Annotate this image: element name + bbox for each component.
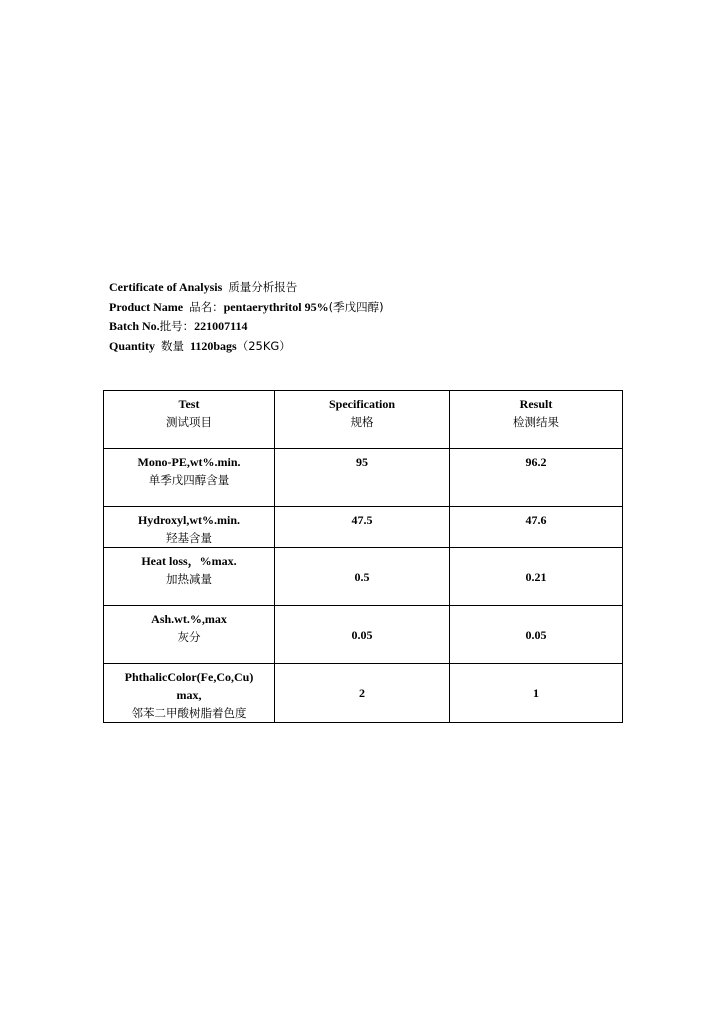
spec-cell [275, 548, 450, 606]
column-header-test [104, 391, 275, 449]
table-row [104, 606, 623, 664]
test-cell [104, 449, 275, 507]
quantity-value: 1120bags [190, 338, 237, 353]
test-name-zh: 邻苯二甲酸树脂着色度 [131, 706, 247, 720]
document-header [109, 278, 629, 356]
certificate-title-en: Certificate of Analysis [109, 280, 223, 294]
result-cell [450, 449, 623, 507]
test-name-en-line2: max, [176, 688, 202, 702]
spec-value: 0.5 [354, 569, 370, 584]
certificate-title-line [109, 278, 629, 298]
quantity-unit: （25KG） [236, 338, 291, 353]
spec-cell [275, 449, 450, 507]
spec-value: 95 [356, 455, 368, 469]
column-header-specification-zh: 规格 [350, 415, 374, 429]
result-cell [450, 548, 623, 606]
quantity-line [109, 337, 629, 357]
test-name-en-line1: PhthalicColor(Fe,Co,Cu) [124, 670, 254, 684]
result-value: 47.6 [525, 513, 547, 527]
column-header-result [450, 391, 623, 449]
analysis-table [103, 390, 623, 723]
result-cell [450, 507, 623, 548]
result-value: 1 [533, 686, 539, 700]
test-name-en: Mono-PE,wt%.min. [137, 455, 241, 469]
spec-cell [275, 606, 450, 664]
test-name-en: Heat loss，%max. [141, 554, 237, 568]
column-header-specification-en: Specification [329, 397, 395, 411]
column-header-result-zh: 检测结果 [513, 415, 559, 429]
table-row [104, 449, 623, 507]
test-cell [104, 664, 275, 723]
table-header-row [104, 391, 623, 449]
result-value: 0.21 [525, 569, 547, 584]
test-name-zh: 单季戊四醇含量 [148, 473, 230, 487]
batch-line [109, 317, 629, 337]
test-name-en: Ash.wt.%,max [151, 612, 227, 626]
column-header-test-en: Test [178, 397, 200, 411]
column-header-test-zh: 测试项目 [166, 415, 212, 429]
result-cell [450, 606, 623, 664]
result-value: 0.05 [525, 627, 547, 642]
spec-cell [275, 664, 450, 723]
result-cell [450, 664, 623, 723]
product-value-zh: (季戊四醇) [328, 299, 384, 314]
product-label-zh: 品名： [189, 299, 224, 314]
batch-value: 221007114 [194, 319, 248, 333]
quantity-label-zh: 数量 [161, 338, 185, 353]
table-row [104, 548, 623, 606]
test-name-en: Hydroxyl,wt%.min. [137, 513, 241, 527]
test-name-zh: 灰分 [177, 630, 201, 644]
spec-value: 47.5 [351, 513, 373, 527]
column-header-result-en: Result [519, 397, 553, 411]
quantity-label-en: Quantity [109, 338, 156, 353]
spec-value: 2 [359, 686, 365, 700]
spec-value: 0.05 [351, 627, 373, 642]
product-value: pentaerythritol 95% [223, 299, 329, 314]
test-cell [104, 606, 275, 664]
certificate-title-zh: 质量分析报告 [228, 280, 298, 294]
product-label-en: Product Name [109, 299, 184, 314]
table-row [104, 507, 623, 548]
test-name-zh: 加热减量 [166, 572, 212, 586]
batch-label-en: Batch No. [109, 319, 160, 333]
test-name-zh: 羟基含量 [166, 531, 212, 545]
column-header-specification [275, 391, 450, 449]
table-row [104, 664, 623, 723]
test-cell [104, 507, 275, 548]
batch-label-zh: 批号： [159, 319, 195, 333]
result-value: 96.2 [525, 455, 547, 469]
spec-cell [275, 507, 450, 548]
test-cell [104, 548, 275, 606]
product-name-line [109, 298, 629, 318]
